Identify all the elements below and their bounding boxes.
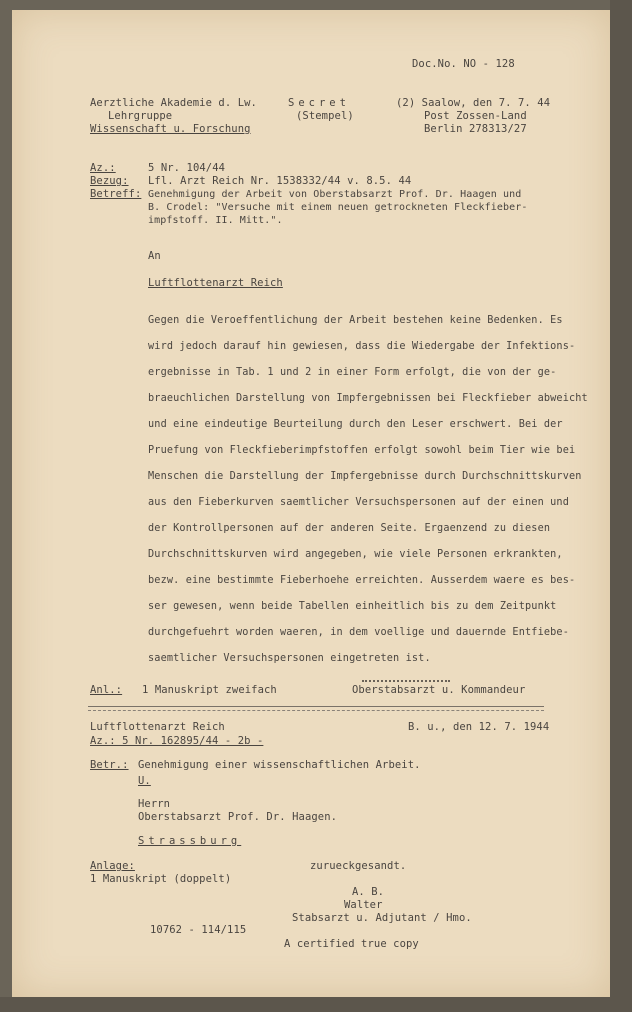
separator-rule [88,706,544,707]
footer-number: 10762 - 114/115 [150,924,247,936]
scan-border-right [610,0,632,1012]
reply-city: Strassburg [138,835,242,847]
body-line: ergebnisse in Tab. 1 und 2 in einer Form erfolgt, die von der ge- [148,367,557,378]
reply-from: Luftflottenarzt Reich [90,721,225,733]
body-line: ser gewesen, wenn beide Tabellen einheitlich bis zu dem Zeitpunkt [148,601,557,612]
secret-label: Secret [288,97,350,109]
body-line: Gegen die Veroeffentlichung der Arbeit bestehen keine Bedenken. Es [148,315,563,326]
reply-u: U. [138,775,151,787]
body-line: braeuchlichen Darstellung von Impfergebnissen bei Fleckfieber abweicht [148,393,588,404]
body-line: durchgefuehrt worden waeren, in dem voellige und dauernde Entfiebe- [148,627,569,638]
body-line: Pruefung von Fleckfieberimpfstoffen erfolgt sowohl beim Tier wie bei [148,445,576,456]
enclosure-label: Anl.: [90,684,123,696]
reply-signer: Walter [344,899,383,911]
place-date: (2) Saalow, den 7. 7. 44 [396,97,551,109]
betreff-label: Betreff: [90,188,142,200]
body-line: aus den Fieberkurven saemtlicher Versuchspersonen auf der einen und [148,497,569,508]
bezug-value: Lfl. Arzt Reich Nr. 1538332/44 v. 8.5. 44 [148,175,412,187]
az-label: Az.: [90,162,116,174]
phone-number: Berlin 278313/27 [424,123,527,135]
body-line: bezw. eine bestimmte Fieberhoehe erreichten. Ausserdem waere es bes- [148,575,576,586]
reply-rank: Stabsarzt u. Adjutant / Hmo. [292,912,472,924]
bezug-label: Bezug: [90,175,129,187]
reply-anlage-value: 1 Manuskript (doppelt) [90,873,232,885]
sender-line-2: Lehrgruppe [108,110,173,122]
betreff-line-1: Genehmigung der Arbeit von Oberstabsarzt Prof. Dr. Haagen und [148,189,522,200]
body-line: der Kontrollpersonen auf der anderen Seite. Ergaenzend zu diesen [148,523,551,534]
document-number: Doc.No. NO - 128 [412,58,515,70]
reply-herrn: Herrn [138,798,171,810]
betreff-line-3: impfstoff. II. Mitt.". [148,215,283,226]
betreff-line-2: B. Crodel: "Versuche mit einem neuen getrockneten Fleckfieber- [148,202,528,213]
certified-copy: A certified true copy [284,938,419,950]
body-line: und eine eindeutige Beurteilung durch den Leser erschwert. Bei der [148,419,563,430]
signature-title: Oberstabsarzt u. Kommandeur [352,684,526,696]
body-line: Menschen die Darstellung der Impfergebnisse durch Durchschnittskurven [148,471,582,482]
reply-betr-label: Betr.: [90,759,129,771]
sender-line-3: Wissenschaft u. Forschung [90,123,251,135]
reply-az: Az.: 5 Nr. 162895/44 - 2b - [90,735,264,747]
reply-ab: A. B. [352,886,385,898]
reply-anlage-label: Anlage: [90,860,135,872]
body-line: wird jedoch darauf hin gewiesen, dass die Wiedergabe der Infektions- [148,341,576,352]
body-line: Durchschnittskurven wird angegeben, wie viele Personen erkrankten, [148,549,563,560]
scan-border-bottom [0,997,632,1012]
stamp-note: (Stempel) [296,110,354,122]
reply-returned: zurueckgesandt. [310,860,407,872]
reply-date: B. u., den 12. 7. 1944 [408,721,550,733]
reply-betr-value: Genehmigung einer wissenschaftlichen Arbeit. [138,759,421,771]
sender-line-1: Aerztliche Akademie d. Lw. [90,97,257,109]
post-office: Post Zossen-Land [424,110,527,122]
body-line: saemtlicher Versuchspersonen eingetreten ist. [148,653,431,664]
an-label: An [148,250,161,262]
addressee-name: Luftflottenarzt Reich [148,277,283,289]
enclosure-value: 1 Manuskript zweifach [142,684,277,696]
reply-recipient: Oberstabsarzt Prof. Dr. Haagen. [138,811,338,823]
az-value: 5 Nr. 104/44 [148,162,226,174]
signature-dots [362,680,450,682]
separator-dashed-rule [88,710,544,711]
